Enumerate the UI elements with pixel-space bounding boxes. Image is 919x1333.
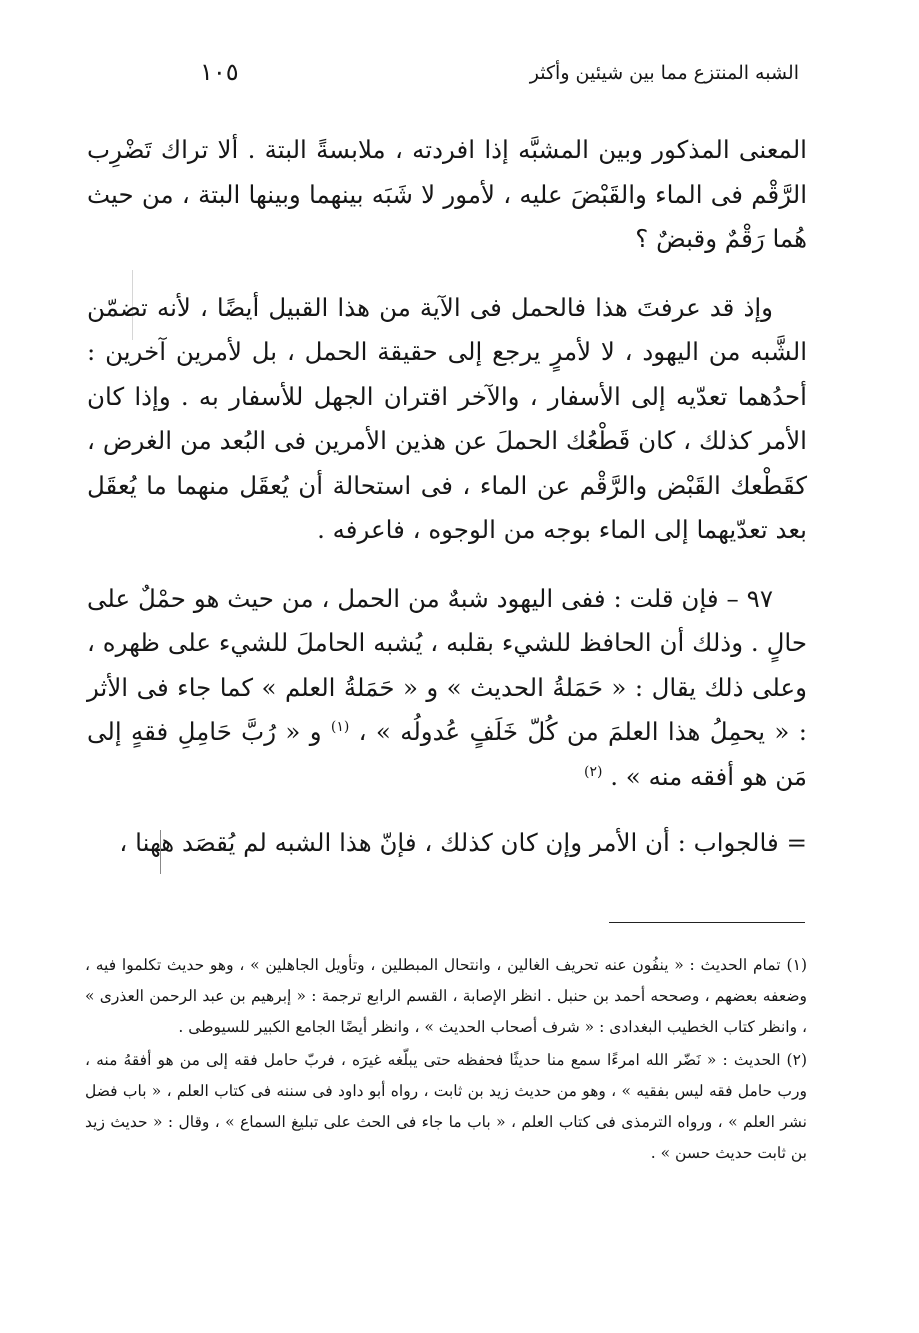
footnote-2-text: الحديث : « نَضّر الله امرءًا سمع منا حديثًا فحفظه حتى يبلّغه غيرَه ، فربّ حامل فقه إلى من هو أفقهُ منه ، ورب حامل فقه ليس بفقيه » ، وهو من حديث زيد بن ثابت ، رواه أبو داود فى سننه فى كتاب العلم ، « باب فضل نشر العلم » ، ورواه الترمذى فى كتاب العلم ، « باب ما جاء فى الحث على تبليغ السماع » ، وقال : « حديث زيد بن ثابت حديث حسن » . [85, 1051, 807, 1162]
paragraph-1: المعنى المذكور وبين المشبَّه إذا افردته ، ملابسةً البتة . ألا تراك تَضْرِب الرَّقْم فى الماء والقَبْضَ عليه ، لأمور لا شَبَه بينهما وبينها البتة ، من حيث هُما رَقْمٌ وقبضٌ ؟ [87, 135, 807, 253]
footnote-ref-2: (٢) [583, 763, 603, 780]
footnote-1 [85, 950, 807, 1043]
page-number: ١٠٥ [200, 58, 239, 86]
footnote-ref-1: (١) [330, 718, 350, 735]
main-text [87, 128, 807, 890]
paragraph-3-text: ٩٧ – فإن قلت : ففى اليهود شبهٌ من الحمل ، من حيث هو حمْلٌ على حالٍ . وذلك أن الحافظ للشيء بقلبه ، يُشبه الحاملَ للشيء على ظهره ، وعلى ذلك يقال : « حَمَلةُ الحديث » و « حَمَلةُ العلم » كما جاء فى الأثر : « يحمِلُ هذا العلمَ من كُلّ خَلَفٍ عُدولُه » ، [87, 583, 807, 746]
paragraph-3 [87, 577, 807, 800]
margin-mark [160, 830, 161, 874]
paragraph-2: وإذ قد عرفتَ هذا فالحمل فى الآية من هذا القبيل أيضًا ، لأنه تضمّن الشَّبه من اليهود ، لا لأمرٍ يرجع إلى حقيقة الحمل ، بل لأمرين آخرين : أحدُهما تعدّيه إلى الأسفار ، والآخر اقتران الجهل للأسفار به . وإذا كان الأمر كذلك ، كان قَطْعُك الحملَ عن هذين الأمرين فى البُعد من الغرض ، كقَطْعك القَبْض والرَّقْم عن الماء ، فى استحالة أن يُعقَل منهما ما يُعقَل بعد تعدّيهما إلى الماء بوجه من الوجوه ، فاعرفه . [87, 292, 807, 544]
footnote-separator [609, 922, 805, 923]
footnotes [85, 950, 807, 1171]
page-header [190, 58, 799, 94]
footnote-2 [85, 1045, 807, 1169]
footnote-1-text: تمام الحديث : « ينفُون عنه تحريف الغالين ، وانتحال المبطلين ، وتأويل الجاهلين » ، وهو حديث تكلموا فيه ، وضعفه بعضهم ، وصححه أحمد بن حنبل . انظر الإصابة ، القسم الرابع ترجمة : « إبرهيم بن عبد الرحمن العذرى » ، وانظر كتاب الخطيب البغدادى : « شرف أصحاب الحديث » ، وانظر أيضًا الجامع الكبير للسيوطى . [85, 956, 807, 1036]
running-title: الشبه المنتزع مما بين شيئين وأكثر [529, 62, 799, 84]
footnote-2-mark: (٢) [786, 1051, 807, 1069]
footnote-1-mark: (١) [786, 956, 807, 974]
paragraph-4: = فالجواب : أن الأمر وإن كان كذلك ، فإنّ هذا الشبه لم يُقصَد ههنا ، [119, 828, 807, 857]
paragraph-3-continuation: و « رُبَّ حَامِلِ فقهٍ إلى مَن هو أفقه منه » . [87, 717, 807, 791]
